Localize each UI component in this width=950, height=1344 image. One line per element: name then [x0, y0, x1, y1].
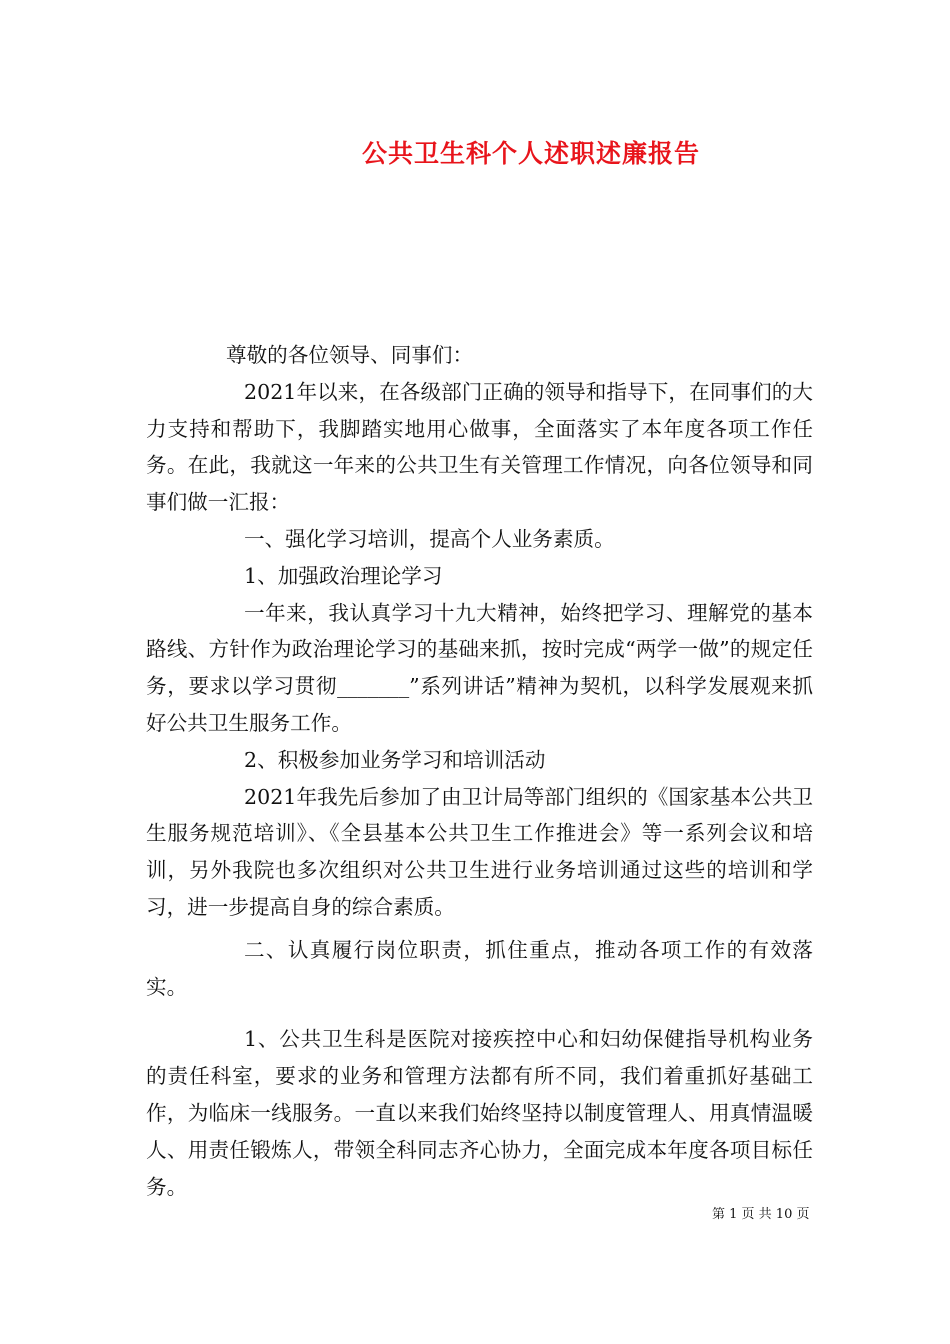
subsection-heading-1-1: 1、加强政治理论学习	[244, 563, 443, 588]
paragraph-responsibility: 1、公共卫生科是医院对接疾控中心和妇幼保健指导机构业务的责任科室，要求的业务和管理方法都有所不同，我们着重抓好基础工作，为临床一线服务。一直以来我们始终坚持以制度管理人、用真情温暖人、用责任锻炼人，带领全科同志齐心协力，全面完成本年度各项目标任务。	[146, 1027, 813, 1199]
page-title: 公共卫生科个人述职述廉报告	[361, 139, 700, 168]
page-number: 第 1 页 共 10 页	[712, 1207, 810, 1222]
section-heading-2: 二、认真履行岗位职责，抓住重点，推动各项工作的有效落实。	[146, 937, 813, 999]
subsection-heading-1-2: 2、积极参加业务学习和培训活动	[244, 747, 546, 772]
document-body	[146, 337, 813, 1205]
paragraph-intro: 2021年以来，在各级部门正确的领导和指导下，在同事们的大力支持和帮助下，我脚踏实地用心做事，全面落实了本年度各项工作任务。在此，我就这一年来的公共卫生有关管理工作情况，向各位领导和同事们做一汇报：	[146, 379, 813, 515]
section-heading-1: 一、强化学习培训，提高个人业务素质。	[244, 526, 615, 551]
salutation: 尊敬的各位领导、同事们：	[226, 343, 474, 367]
paragraph-political-study: 一年来，我认真学习十九大精神，始终把学习、理解党的基本路线、方针作为政治理论学习的基础来抓，按时完成“两学一做”的规定任务，要求以学习贯彻_______”系列讲话”精神为契机，以科学发展观来抓好公共卫生服务工作。	[146, 600, 813, 735]
paragraph-training: 2021年我先后参加了由卫计局等部门组织的《国家基本公共卫生服务规范培训》、《全县基本公共卫生工作推进会》等一系列会议和培训，另外我院也多次组织对公共卫生进行业务培训通过这些的培训和学习，进一步提高自身的综合素质。	[146, 784, 813, 919]
